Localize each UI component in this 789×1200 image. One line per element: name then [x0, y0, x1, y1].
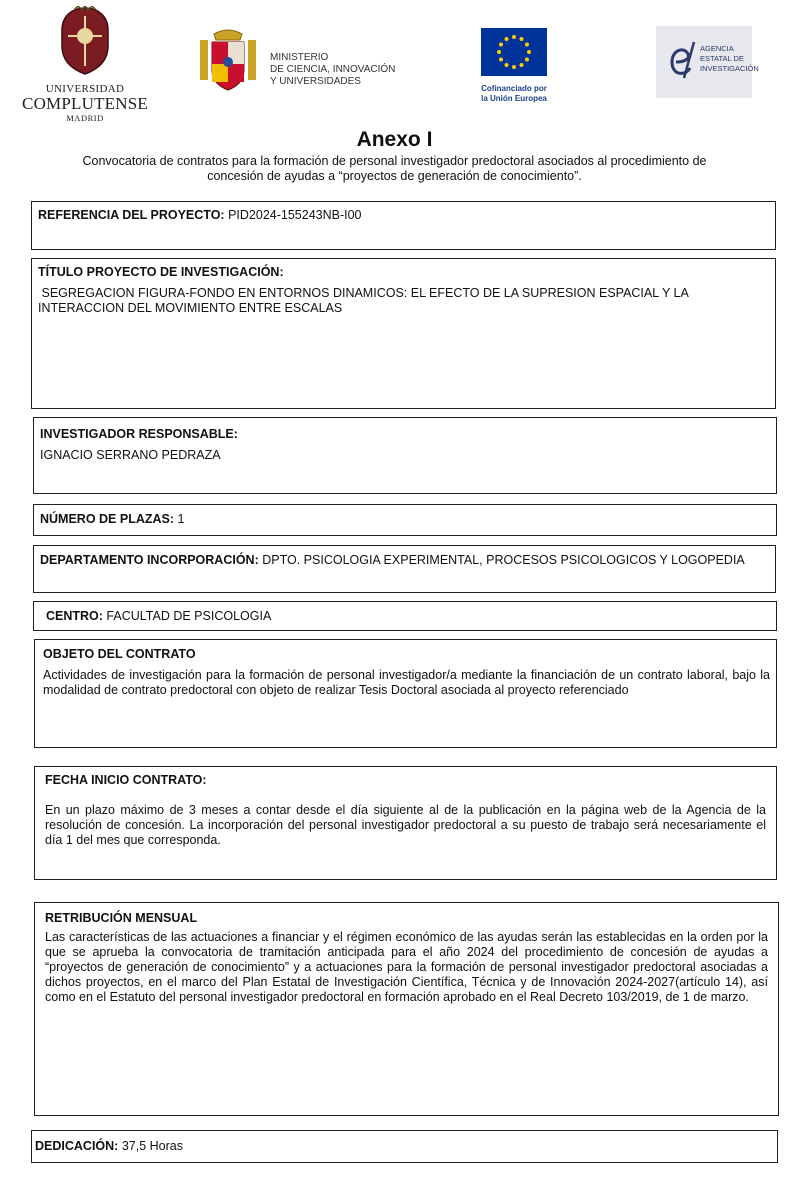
subtitle-line: concesión de ayudas a “proyectos de generación de conocimiento”.: [207, 169, 582, 183]
retribucion-value: Las características de las actuaciones a financiar y el régimen económico de las ayudas serán las establecidas en la orden por la que se aprueba la convocatoria de tramitación anticipada para el año 2024 del procedimiento de concesión de ayudas a “proyectos de generación de conocimiento” y a actuaciones para la formación de personal investigador predoctoral asociadas a dichos proyectos, en el marco del Plan Estatal de Investigación Científica, Técnica y de Innovación 2024-2027(artículo 14), así como en el Estatuto del personal investigador predoctoral en formación aprobado en el Real Decreto 103/2019, de 1 de marzo.: [45, 930, 768, 1004]
titulo-value: SEGREGACION FIGURA-FONDO EN ENTORNOS DINAMICOS: EL EFECTO DE LA SUPRESION ESPACIAL Y LA INTERACCION DEL MOVIMIENTO ENTRE ESCALAS: [38, 286, 692, 315]
investigador-value: IGNACIO SERRANO PEDRAZA: [40, 448, 221, 462]
ministerio-line: DE CIENCIA, INNOVACIÓN: [270, 64, 396, 75]
referencia-box: [31, 201, 776, 250]
eu-flag-icon: [481, 28, 547, 76]
eu-line1: Cofinanciado por: [481, 84, 547, 93]
subtitle-line: Convocatoria de contratos para la formación de personal investigador predoctoral asociados al procedimiento de: [82, 154, 707, 168]
fecha-value: En un plazo máximo de 3 meses a contar desde el día siguiente al de la publicación en la página web de la Agencia de la resolución de concesión. La incorporación del personal investigador predoctoral a su puesto de trabajo será necesariamente el día 1 del mes que corresponda.: [45, 803, 766, 847]
aei-logo: [656, 26, 759, 98]
plazas-box: [33, 504, 777, 536]
aei-line: AGENCIA: [700, 44, 734, 53]
plazas-value: 1: [174, 512, 185, 526]
ucm-crest-icon: [52, 6, 118, 76]
referencia-value: PID2024-155243NB-I00: [224, 208, 362, 222]
document-title: Anexo I: [356, 128, 433, 151]
fecha-label: FECHA INICIO CONTRATO:: [45, 773, 207, 787]
centro-value: FACULTAD DE PSICOLOGIA: [102, 609, 272, 623]
objeto-label: OBJETO DEL CONTRATO: [43, 647, 196, 661]
eu-logo: [474, 28, 554, 108]
objeto-value: Actividades de investigación para la formación de personal investigador/a mediante la financiación de un contrato laboral, bajo la modalidad de contrato predoctoral con objeto de realizar Tesis Doctoral asociada al proyecto referenciado: [43, 668, 770, 697]
ucm-line1: UNIVERSIDAD: [45, 83, 125, 95]
dedicacion-value: 37,5 Horas: [118, 1139, 183, 1153]
plazas-label: NÚMERO DE PLAZAS:: [40, 512, 175, 526]
aei-e-icon: [664, 38, 698, 82]
ucm-logo: [20, 6, 150, 124]
referencia-label: REFERENCIA DEL PROYECTO:: [38, 208, 225, 222]
ministerio-line: Y UNIVERSIDADES: [270, 76, 361, 87]
retribucion-box: [34, 902, 779, 1116]
dedicacion-box: [31, 1130, 778, 1163]
investigador-label: INVESTIGADOR RESPONSABLE:: [40, 427, 238, 441]
aei-line: INVESTIGACIÓN: [700, 64, 759, 73]
ministerio-text: [270, 52, 410, 88]
eu-text: [474, 84, 554, 104]
titulo-label: TÍTULO PROYECTO DE INVESTIGACIÓN:: [38, 265, 284, 279]
ministerio-line: MINISTERIO: [270, 52, 329, 63]
document-subtitle: [40, 154, 749, 184]
investigador-box: [33, 417, 777, 494]
departamento-label: DEPARTAMENTO INCORPORACIÓN:: [40, 553, 259, 567]
objeto-box: [34, 639, 777, 748]
departamento-value: DPTO. PSICOLOGIA EXPERIMENTAL, PROCESOS PSICOLOGICOS Y LOGOPEDIA: [258, 553, 745, 567]
ministerio-logo: [196, 26, 406, 98]
ucm-line3: MADRID: [66, 113, 104, 123]
departamento-box: [33, 545, 776, 593]
dedicacion-label: DEDICACIÓN:: [35, 1139, 119, 1153]
aei-line: ESTATAL DE: [700, 54, 744, 63]
retribucion-label: RETRIBUCIÓN MENSUAL: [45, 911, 198, 925]
eu-line2: la Unión Europea: [481, 94, 547, 103]
aei-text: [700, 44, 759, 74]
centro-label: CENTRO:: [46, 609, 103, 623]
ucm-line2: COMPLUTENSE: [22, 94, 148, 113]
spain-coat-of-arms-icon: [196, 26, 260, 96]
fecha-box: [34, 766, 777, 880]
centro-box: [33, 601, 777, 631]
titulo-box: [31, 258, 776, 409]
